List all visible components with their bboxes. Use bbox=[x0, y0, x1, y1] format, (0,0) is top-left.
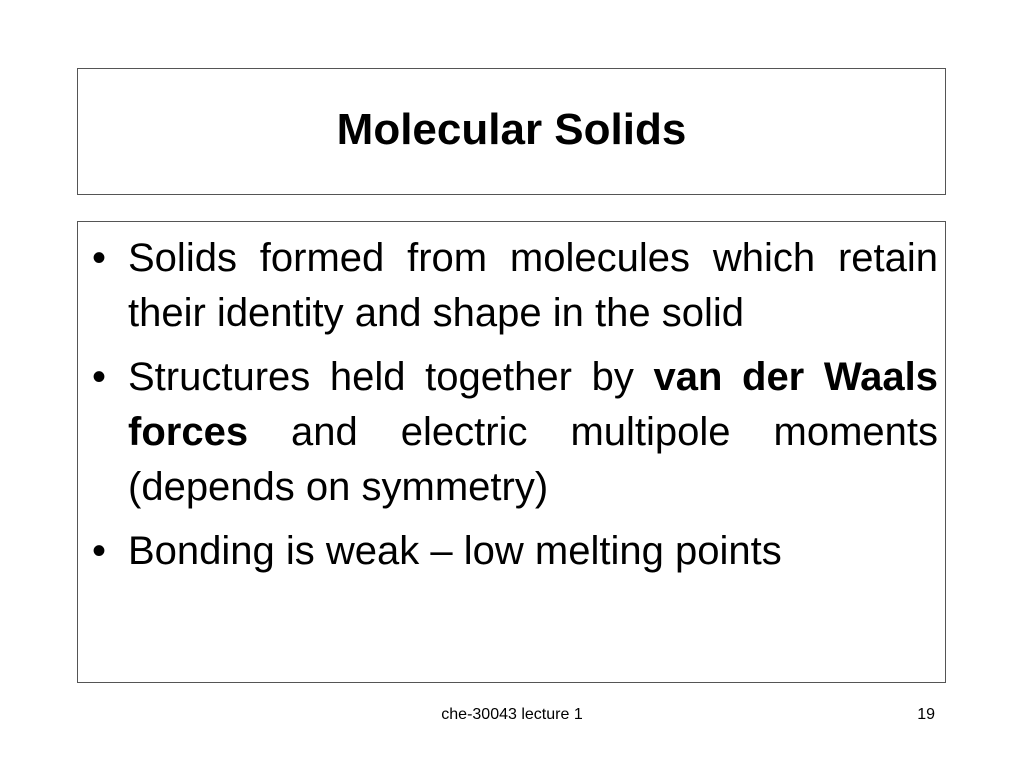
bullet-text: Structures held together by bbox=[128, 355, 654, 399]
bullet-text-continued: and electric multipole moments (depends on symmetry) bbox=[128, 410, 938, 509]
page-number: 19 bbox=[917, 706, 935, 723]
bullet-item bbox=[86, 350, 938, 515]
bullet-item bbox=[86, 231, 938, 341]
bullet-icon: • bbox=[92, 529, 107, 573]
bullet-text: Bonding is weak – low melting points bbox=[128, 529, 782, 573]
slide-title: Molecular Solids bbox=[336, 104, 687, 154]
content-frame bbox=[77, 221, 946, 683]
bullet-icon: • bbox=[92, 355, 107, 399]
bullet-icon: • bbox=[92, 236, 107, 280]
bullet-item bbox=[86, 524, 938, 579]
bullet-list bbox=[86, 231, 938, 588]
bullet-text: Solids formed from molecules which retain their identity and shape in the solid bbox=[128, 236, 938, 335]
bullet-emphasis: van der Waals forces bbox=[128, 355, 938, 454]
title-frame bbox=[77, 68, 946, 195]
footer-label: che-30043 lecture 1 bbox=[441, 706, 583, 723]
